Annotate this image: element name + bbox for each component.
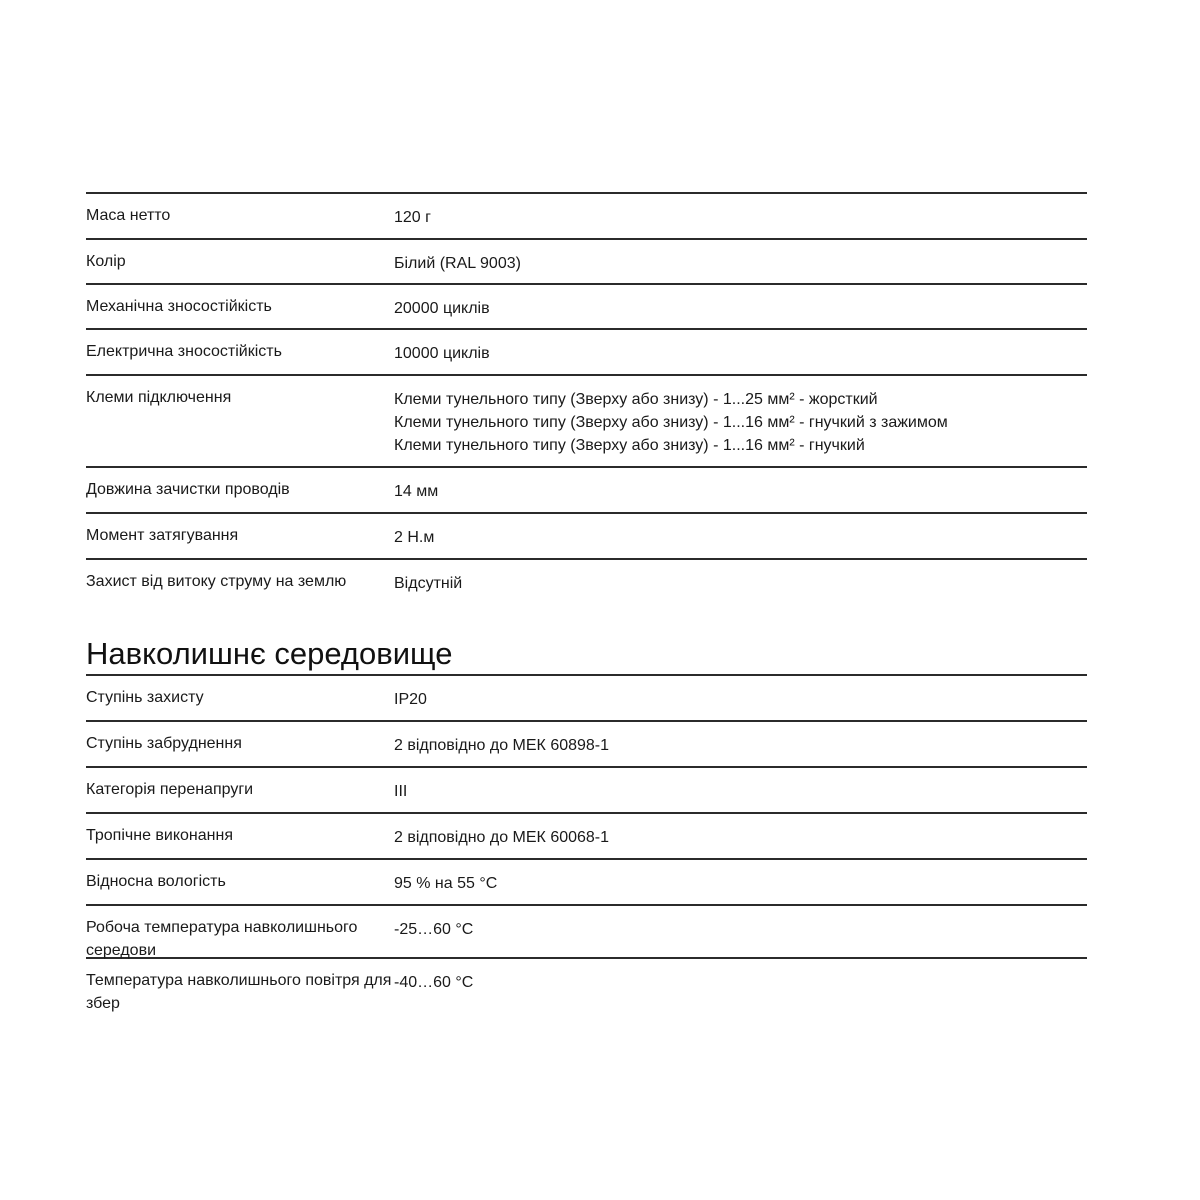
spec-label: Клеми підключення [86,389,232,406]
spec-label: Температура навколишнього повітря для збер [86,972,392,1012]
spec-label: Тропічне виконання [86,827,233,844]
environment-spec-table [86,674,1087,1017]
spec-row-overvoltage-category [86,766,1087,812]
spec-value: 2 відповідно до МЕК 60068-1 [394,829,610,846]
spec-value: -40…60 °C [394,974,474,991]
spec-label: Довжина зачистки проводів [86,481,290,498]
spec-value: Відсутній [394,575,463,592]
spec-value: Клеми тунельного типу (Зверху або знизу) - 1...25 мм² - жорсткий Клеми тунельного типу (Зверху або знизу) - 1...16 мм² - гнучкий з зажимом Клеми тунельного типу (Зверху або знизу) - 1...16 мм² - гнучкий [394,391,948,454]
spec-label: Електрична зносостійкість [86,343,282,360]
spec-label: Колір [86,253,126,270]
spec-label: Робоча температура навколишнього середови [86,919,358,959]
spec-value: III [394,783,408,800]
spec-row-earth-leakage-protection [86,558,1087,628]
spec-label: Маса нетто [86,207,171,224]
spec-label: Момент затягування [86,527,239,544]
spec-value: 20000 циклів [394,300,490,317]
spec-label: Механічна зносостійкість [86,298,272,315]
spec-row-protection-degree [86,674,1087,720]
spec-label: Відносна вологість [86,873,226,890]
spec-value: 95 % на 55 °C [394,875,498,892]
spec-value: IP20 [394,691,427,708]
spec-value: 2 Н.м [394,529,435,546]
spec-row-pollution-degree [86,720,1087,766]
spec-label: Ступінь захисту [86,689,204,706]
spec-row-mechanical-durability [86,283,1087,328]
spec-row-relative-humidity [86,858,1087,904]
spec-row-connection-terminals [86,374,1087,466]
spec-row-strip-length [86,466,1087,512]
spec-row-color [86,238,1087,283]
spec-label: Категорія перенапруги [86,781,254,798]
spec-value: 120 г [394,209,431,226]
spec-value: 2 відповідно до МЕК 60898-1 [394,737,610,754]
spec-row-tropicalization [86,812,1087,858]
spec-value: Білий (RAL 9003) [394,255,521,272]
spec-row-electrical-durability [86,328,1087,374]
spec-row-operating-temperature [86,904,1087,957]
spec-value: 10000 циклів [394,345,490,362]
spec-row-storage-temperature [86,957,1087,1017]
spec-document [86,192,1087,1017]
spec-value: 14 мм [394,483,439,500]
spec-row-net-weight [86,192,1087,238]
spec-label: Ступінь забруднення [86,735,242,752]
section-title-environment: Навколишнє середовище [86,636,453,671]
spec-value: -25…60 °C [394,921,474,938]
general-spec-table [86,192,1087,628]
spec-label: Захист від витоку струму на землю [86,573,347,590]
spec-row-tightening-torque [86,512,1087,558]
